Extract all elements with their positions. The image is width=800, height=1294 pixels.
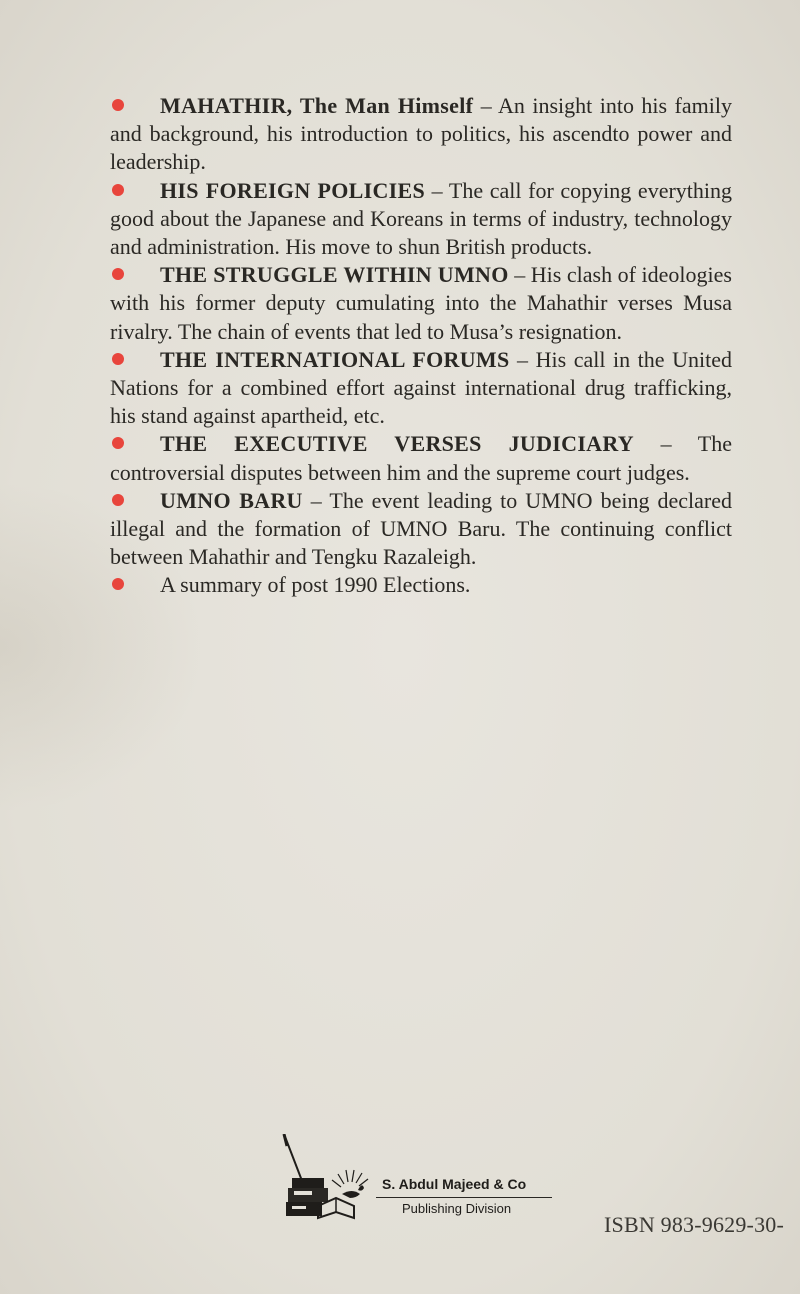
item-heading: MAHATHIR, The Man Himself [160,93,474,118]
item-text: – His call in the United Nations for a combined effort against international drug trafficking, his stand against apartheid, etc. [110,346,732,429]
bullet-icon [112,184,124,196]
item-text: A summary of post 1990 Elections. [160,572,471,598]
bullet-icon [112,353,124,365]
item-text: – His clash of ideologies with his former deputy cumulating into the Mahathir verses Musa rivalry. The chain of events that led to Musa’s resignation. [110,262,732,344]
list-item [110,261,732,346]
item-heading: UMNO BARU [160,487,303,513]
list-item [110,571,732,599]
list-item [110,346,732,431]
publisher-division: Publishing Division [402,1201,512,1216]
list-item [110,92,732,177]
isbn: ISBN 983-9629-30- [604,1212,785,1237]
item-heading: THE INTERNATIONAL FORUMS [160,346,510,372]
item-text: – An insight into his family and background, his introduction to politics, his ascendto power and leadership. [110,93,732,175]
publisher-divider [376,1197,552,1198]
bullet-icon [112,99,124,111]
item-text: – The call for copying everything good about the Japanese and Koreans in terms of industry, technology and administration. His move to shun British products. [110,177,733,260]
item-heading: THE EXECUTIVE VERSES JUDICIARY [160,431,634,457]
list-item [110,487,732,572]
bullet-icon [112,494,124,506]
bullet-list [110,92,732,600]
bullet-icon [112,578,124,590]
list-item [110,430,732,486]
publisher-name: S. Abdul Majeed & Co [382,1176,527,1192]
publisher-imprint [282,1134,582,1224]
item-heading: THE STRUGGLE WITHIN UMNO [160,262,509,288]
scholar-with-lamp-logo-icon [282,1134,372,1226]
item-text: – The event leading to UMNO being declared illegal and the formation of UMNO Baru. The continuing conflict between Mahathir and Tengku Razaleigh. [110,487,732,570]
item-text: – The controversial disputes between him and the supreme court judges. [110,431,732,485]
bullet-icon [112,437,124,449]
bullet-icon [112,268,124,280]
item-heading: HIS FOREIGN POLICIES [160,177,426,203]
list-item [110,177,732,262]
